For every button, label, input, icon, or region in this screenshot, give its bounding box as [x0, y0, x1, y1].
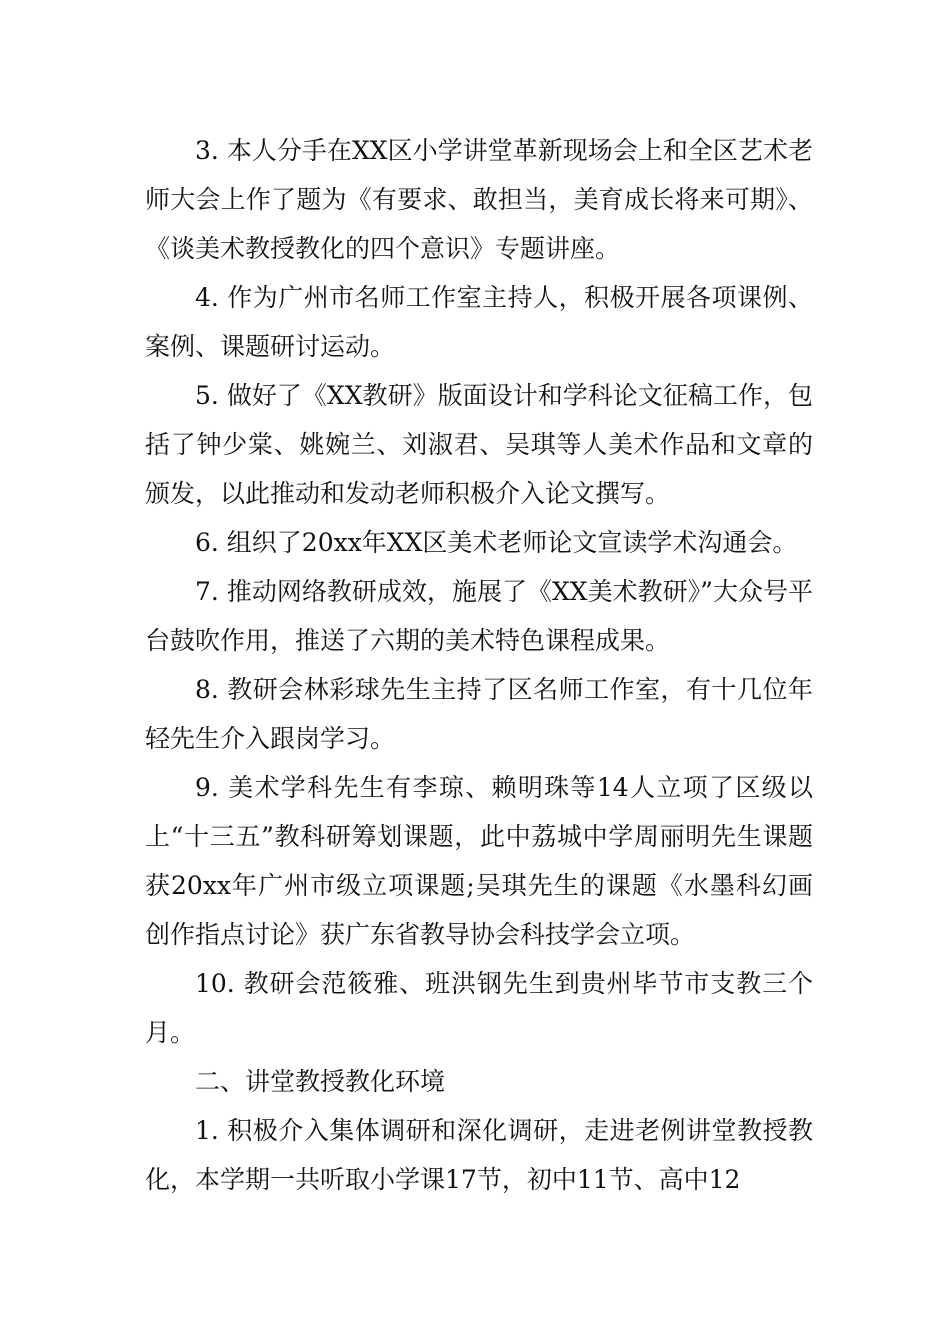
paragraph-item-9: 9. 美术学科先生有李琼、赖明珠等14人立项了区级以上“十三五”教科研筹划课题，此中荔城中学周丽明先生课题获20xx年广州市级立项课题;吴琪先生的课题《水墨科幻画创作指点讨论》获广东省教导协会科技学会立项。 — [145, 773, 813, 949]
paragraph-item-5: 5. 做好了《XX教研》版面设计和学科论文征稿工作，包括了钟少棠、姚婉兰、刘淑君、吴琪等人美术作品和文章的颁发，以此推动和发动老师积极介入论文撰写。 — [145, 381, 813, 508]
paragraph-item-7: 7. 推动网络教研成效，施展了《XX美术教研》”大众号平台鼓吹作用，推送了六期的美术特色课程成果。 — [145, 577, 813, 655]
paragraph-item-10: 10. 教研会范筱雅、班洪钢先生到贵州毕节市支教三个月。 — [145, 969, 813, 1047]
paragraph-item-6: 6. 组织了20xx年XX区美术老师论文宣读学术沟通会。 — [195, 528, 798, 557]
paragraph-item-3: 3. 本人分手在XX区小学讲堂革新现场会上和全区艺术老师大会上作了题为《有要求、敢担当，美育成长将来可期》、《谈美术教授教化的四个意识》专题讲座。 — [145, 136, 813, 263]
paragraph-item-4: 4. 作为广州市名师工作室主持人，积极开展各项课例、案例、课题研讨运动。 — [145, 283, 813, 361]
document-body — [145, 126, 813, 1204]
paragraph-item-1: 1. 积极介入集体调研和深化调研，走进老例讲堂教授教化，本学期一共听取小学课17节，初中11节、高中12 — [145, 1116, 813, 1194]
section-heading: 二、讲堂教授教化环境 — [195, 1067, 446, 1096]
paragraph-item-8: 8. 教研会林彩球先生主持了区名师工作室，有十几位年轻先生介入跟岗学习。 — [145, 675, 813, 753]
